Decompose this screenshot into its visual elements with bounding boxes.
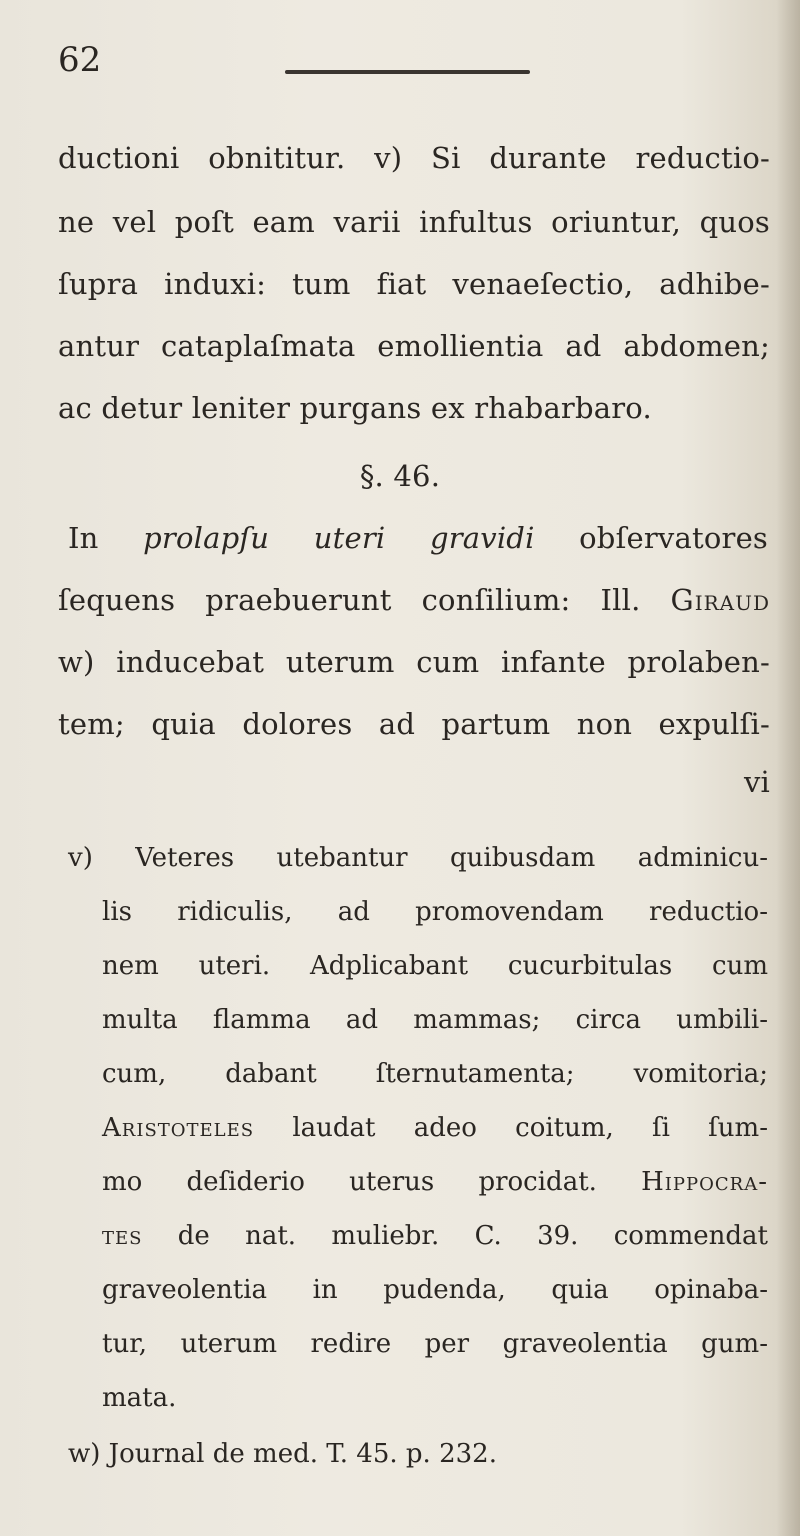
footnote-v-line-1: v) Veteres utebantur quibusdam adminicu-	[68, 843, 768, 873]
author-giraud: Giraud	[670, 583, 770, 617]
author-hippocrates-part2: tes	[102, 1221, 143, 1251]
section-line-2-pre: ſequens praebuerunt conſilium: Ill.	[58, 583, 671, 617]
footnote-v-line-7-pre: mo deſiderio uterus procidat.	[102, 1167, 642, 1197]
page-edge-shadow	[776, 0, 800, 1536]
body-line-2: ne vel poſt eam varii infultus oriuntur, quos	[58, 205, 770, 239]
footnote-v-line-8-rest: de nat. muliebr. C. 39. commendat	[142, 1221, 768, 1251]
footnote-v-line-3: nem uteri. Adplicabant cucurbitulas cum	[102, 951, 768, 981]
footnote-v-line-4: multa flamma ad mammas; circa umbili-	[102, 1005, 768, 1035]
page-number: 62	[58, 40, 102, 80]
footnote-v-line-6	[102, 1108, 768, 1148]
body-line-4: antur cataplaſmata emollientia ad abdomen;	[58, 329, 770, 363]
section-line-4: tem; quia dolores ad partum non expulſi-	[58, 707, 770, 741]
author-aristoteles: Aristoteles	[102, 1113, 255, 1143]
body-line-1: ductioni obnititur. v) Si durante reductio-	[58, 141, 770, 175]
footnote-v-line-6-rest: laudat adeo coitum, ſi ſum-	[254, 1113, 768, 1143]
footnote-w: w) Journal de med. T. 45. p. 232.	[68, 1439, 497, 1469]
author-hippocrates-part1: Hippocra-	[641, 1167, 768, 1197]
section-line-2	[58, 580, 770, 620]
catchword: vi	[743, 765, 770, 799]
section-line-1-italic: prolapſu uteri gravidi	[143, 521, 535, 555]
footnote-v-line-8	[102, 1216, 768, 1256]
footnote-v-line-11: mata.	[102, 1383, 177, 1413]
body-line-3: ſupra induxi: tum fiat venaeſectio, adhibe-	[58, 267, 770, 301]
section-line-3: w) inducebat uterum cum infante prolaben-	[58, 645, 770, 679]
section-mark: §. 46.	[359, 459, 441, 493]
section-line-1-post: obſervatores	[534, 521, 769, 555]
footnote-v-line-5: cum, dabant ſternutamenta; vomitoria;	[102, 1059, 768, 1089]
footnote-v-line-7	[102, 1162, 768, 1202]
footnote-v-line-9: graveolentia in pudenda, quia opinaba-	[102, 1275, 768, 1305]
footnote-v-line-2: lis ridiculis, ad promovendam reductio-	[102, 897, 768, 927]
section-line-1	[68, 518, 768, 558]
footnote-v-line-10: tur, uterum redire per graveolentia gum-	[102, 1329, 768, 1359]
body-line-5: ac detur leniter purgans ex rhabarbaro.	[58, 391, 652, 425]
section-line-1-pre: In	[68, 521, 144, 555]
header-rule	[285, 70, 530, 74]
